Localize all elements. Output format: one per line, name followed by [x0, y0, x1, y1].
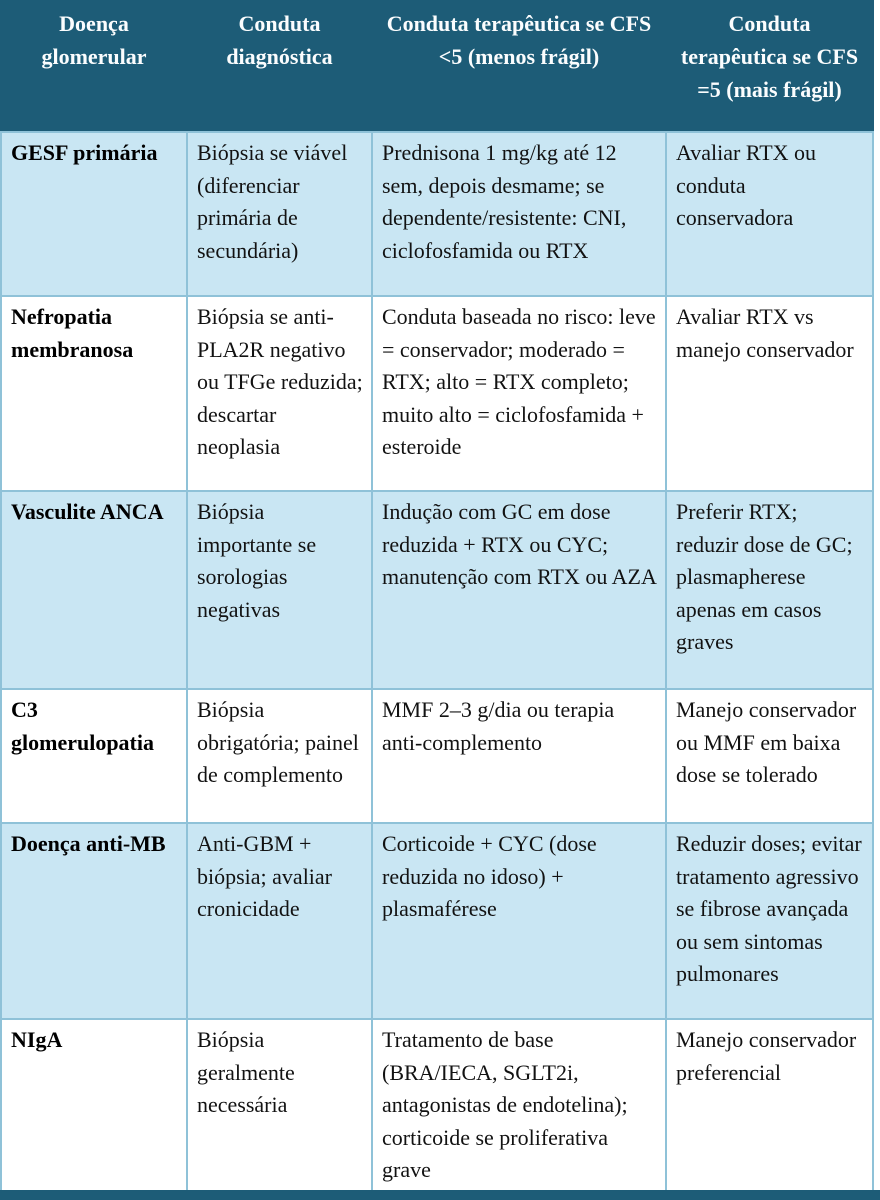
tx-more-frail-cell: Reduzir doses; evitar tratamento agressivo se fibrose avançada ou sem sintomas pulmonares [666, 823, 873, 1019]
diagnostic-cell: Biópsia se anti-PLA2R negativo ou TFGe reduzida; descartar neoplasia [187, 296, 372, 491]
disease-cell: NIgA [1, 1019, 187, 1192]
disease-cell: C3 glomerulopatia [1, 689, 187, 823]
table-row [1, 1019, 873, 1192]
table-row [1, 689, 873, 823]
tx-more-frail-cell: Avaliar RTX ou conduta conservadora [666, 132, 873, 296]
column-header-disease: Doença glomerular [1, 1, 187, 132]
table-row [1, 491, 873, 689]
cut-off-next-row-bar [0, 1190, 880, 1200]
tx-less-frail-cell: Conduta baseada no risco: leve = conservador; moderado = RTX; alto = RTX completo; muito alto = ciclofosfamida + esteroide [372, 296, 666, 491]
diagnostic-cell: Anti-GBM + biópsia; avaliar cronicidade [187, 823, 372, 1019]
table-header-row [1, 1, 873, 132]
tx-less-frail-cell: Prednisona 1 mg/kg até 12 sem, depois desmame; se dependente/resistente: CNI, ciclofosfamida ou RTX [372, 132, 666, 296]
column-header-diagnostic: Conduta diagnóstica [187, 1, 372, 132]
tx-less-frail-cell: Corticoide + CYC (dose reduzida no idoso) + plasmaférese [372, 823, 666, 1019]
tx-less-frail-cell: Indução com GC em dose reduzida + RTX ou CYC; manutenção com RTX ou AZA [372, 491, 666, 689]
column-header-tx-more-frail: Conduta terapêutica se CFS =5 (mais frágil) [666, 1, 873, 132]
table-row [1, 132, 873, 296]
disease-cell: Nefropatia membranosa [1, 296, 187, 491]
tx-more-frail-cell: Avaliar RTX vs manejo conservador [666, 296, 873, 491]
diagnostic-cell: Biópsia obrigatória; painel de complemento [187, 689, 372, 823]
diagnostic-cell: Biópsia se viável (diferenciar primária de secundária) [187, 132, 372, 296]
column-header-tx-less-frail: Conduta terapêutica se CFS <5 (menos frágil) [372, 1, 666, 132]
table-row [1, 296, 873, 491]
tx-more-frail-cell: Manejo conservador ou MMF em baixa dose se tolerado [666, 689, 873, 823]
diagnostic-cell: Biópsia importante se sorologias negativas [187, 491, 372, 689]
tx-more-frail-cell: Preferir RTX; reduzir dose de GC; plasmapherese apenas em casos graves [666, 491, 873, 689]
diagnostic-cell: Biópsia geralmente necessária [187, 1019, 372, 1192]
table-row [1, 823, 873, 1019]
disease-cell: Doença anti-MB [1, 823, 187, 1019]
tx-less-frail-cell: MMF 2–3 g/dia ou terapia anti-complemento [372, 689, 666, 823]
disease-cell: GESF primária [1, 132, 187, 296]
disease-cell: Vasculite ANCA [1, 491, 187, 689]
tx-less-frail-cell: Tratamento de base (BRA/IECA, SGLT2i, antagonistas de endotelina); corticoide se proliferativa grave [372, 1019, 666, 1192]
tx-more-frail-cell: Manejo conservador preferencial [666, 1019, 873, 1192]
